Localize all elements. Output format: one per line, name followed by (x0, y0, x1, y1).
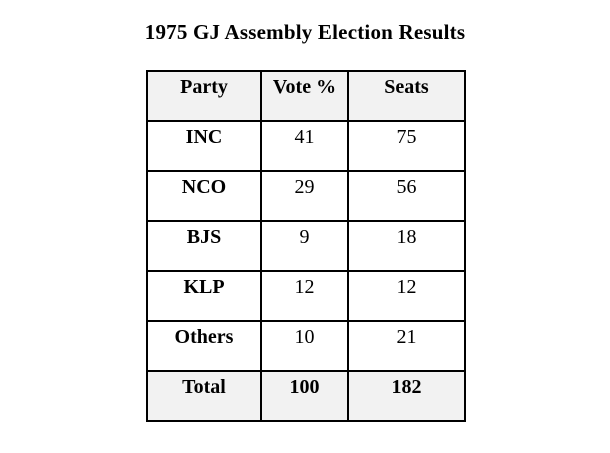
vote-pct-cell: 29 (261, 171, 348, 221)
party-cell-total: Total (147, 371, 261, 421)
table-header-row (147, 71, 465, 121)
party-cell: Others (147, 321, 261, 371)
party-cell: INC (147, 121, 261, 171)
seats-cell: 18 (348, 221, 465, 271)
vote-pct-cell: 41 (261, 121, 348, 171)
table-row-inc (147, 121, 465, 171)
column-header-party: Party (147, 71, 261, 121)
vote-pct-cell-total: 100 (261, 371, 348, 421)
election-results-table (146, 70, 466, 422)
table-row-nco (147, 171, 465, 221)
table-row-bjs (147, 221, 465, 271)
seats-cell: 21 (348, 321, 465, 371)
table-row-others (147, 321, 465, 371)
column-header-seats: Seats (348, 71, 465, 121)
party-cell: NCO (147, 171, 261, 221)
seats-cell: 56 (348, 171, 465, 221)
vote-pct-cell: 9 (261, 221, 348, 271)
vote-pct-cell: 10 (261, 321, 348, 371)
seats-cell: 12 (348, 271, 465, 321)
table-row-total (147, 371, 465, 421)
vote-pct-cell: 12 (261, 271, 348, 321)
seats-cell-total: 182 (348, 371, 465, 421)
column-header-vote-pct: Vote % (261, 71, 348, 121)
party-cell: BJS (147, 221, 261, 271)
page-title: 1975 GJ Assembly Election Results (144, 20, 466, 44)
seats-cell: 75 (348, 121, 465, 171)
table-row-klp (147, 271, 465, 321)
party-cell: KLP (147, 271, 261, 321)
